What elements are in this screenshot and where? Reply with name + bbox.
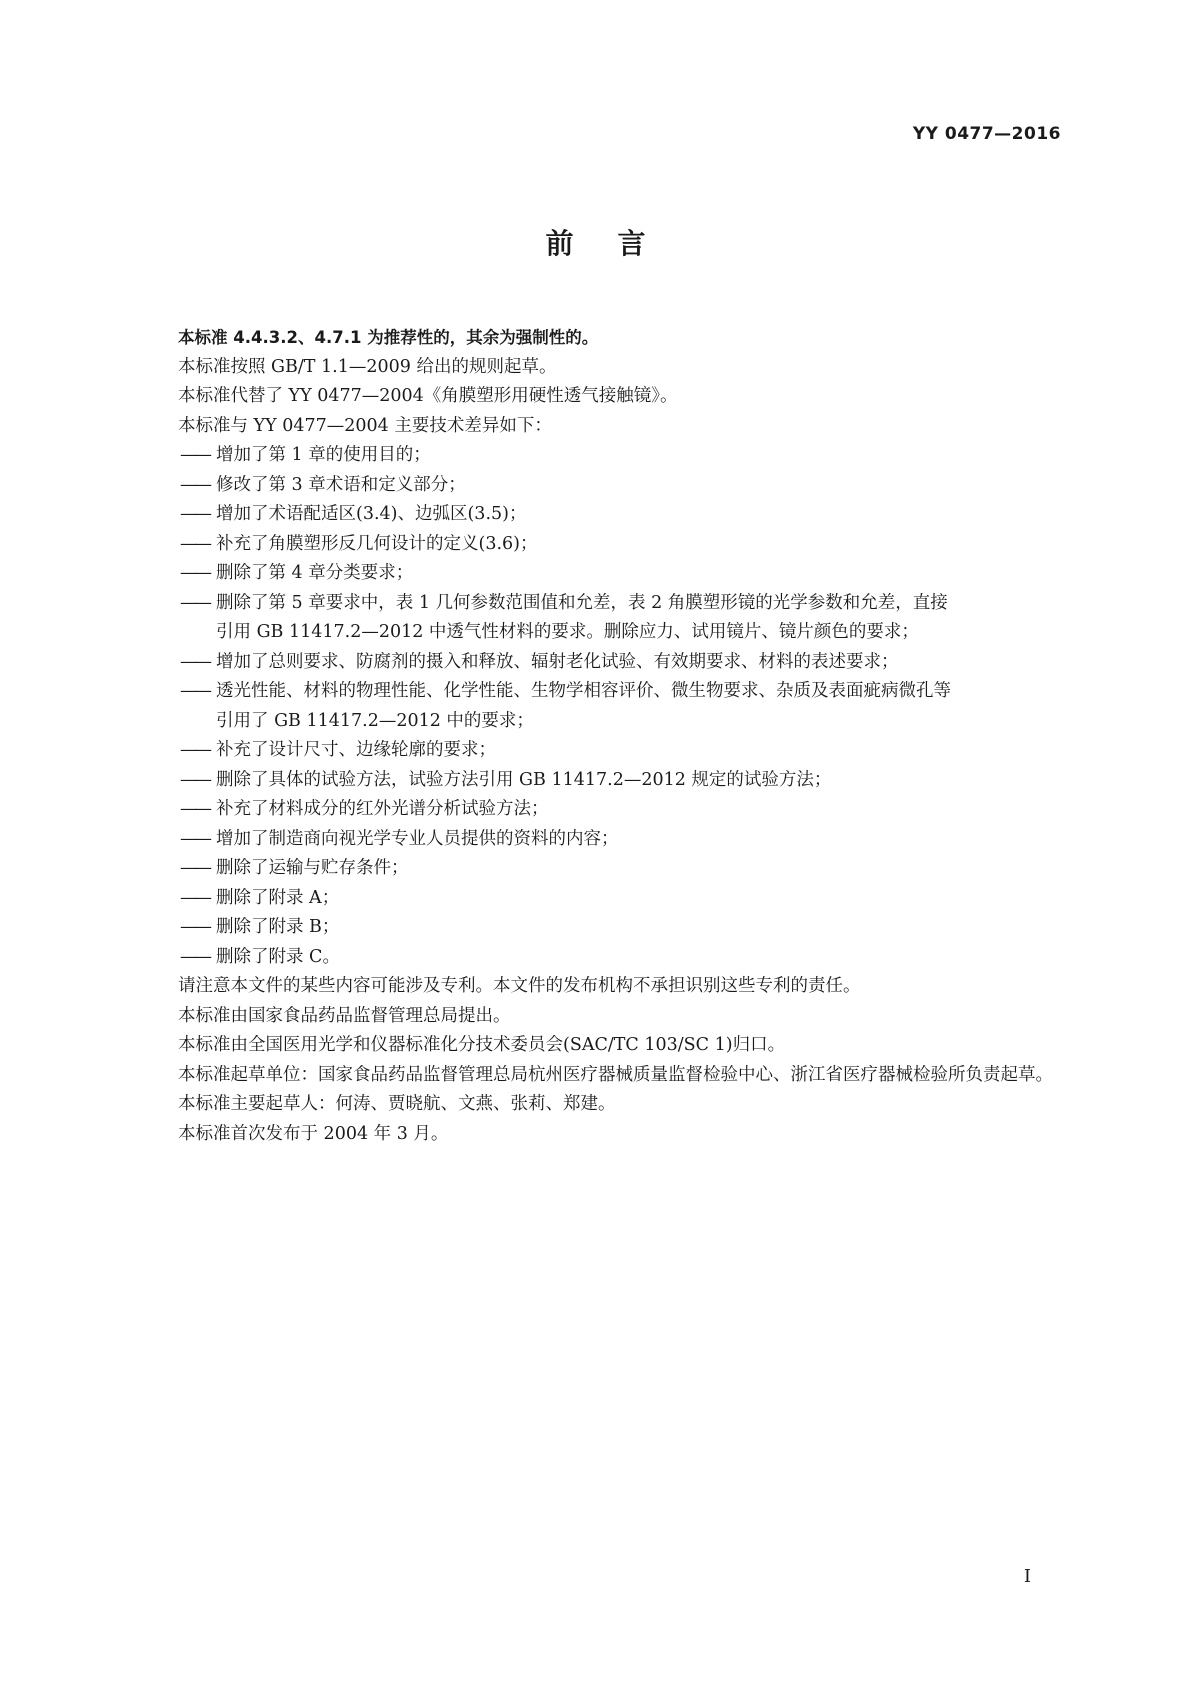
list-dash: —— (180, 887, 209, 908)
list-item: —— 增加了第 1 章的使用目的； (123, 441, 1068, 471)
list-item: —— 补充了材料成分的红外光谱分析试验方法； (123, 795, 1068, 825)
paragraph-recommended-clauses: 本标准 4.4.3.2、4.7.1 为推荐性的，其余为强制性的。 (178, 328, 599, 347)
list-item: —— 删除了第 4 章分类要求； (123, 559, 1068, 589)
paragraph-drafters: 本标准主要起草人：何涛、贾晓航、文燕、张莉、郑建。 (178, 1094, 616, 1114)
page-number: I (1023, 1566, 1031, 1587)
list-dash: —— (180, 799, 209, 819)
paragraph-patent-notice: 请注意本文件的某些内容可能涉及专利。本文件的发布机构不承担识别这些专利的责任。 (178, 976, 861, 996)
list-dash: —— (180, 769, 209, 790)
list-dash: —— (180, 681, 209, 701)
list-dash: —— (180, 563, 209, 583)
list-item: —— 删除了具体的试验方法，试验方法引用 GB 11417.2—2012 规定的试验方法； (123, 766, 1068, 796)
list-dash: —— (180, 474, 209, 495)
list-item: —— 删除了附录 B； (123, 913, 1068, 943)
list-item: —— 删除了运输与贮存条件； (123, 854, 1068, 884)
list-dash: —— (180, 858, 209, 878)
standard-code: YY 0477—2016 (912, 124, 1061, 144)
foreword-body (123, 323, 1068, 1149)
list-dash: —— (180, 504, 209, 524)
list-dash: —— (180, 828, 209, 849)
paragraph-replaces: 本标准代替了 YY 0477—2004《角膜塑形用硬性透气接触镜》。 (178, 386, 678, 406)
list-item: —— 删除了附录 C。 (123, 943, 1068, 973)
list-item: —— 增加了总则要求、防腐剂的摄入和释放、辐射老化试验、有效期要求、材料的表述要求； (123, 648, 1068, 678)
list-item: —— 补充了角膜塑形反几何设计的定义(3.6)； (123, 530, 1068, 560)
paragraph-first-published: 本标准首次发布于 2004 年 3 月。 (178, 1123, 449, 1144)
list-item: —— 增加了术语配适区(3.4)、边弧区(3.5)； (123, 500, 1068, 530)
list-dash: —— (180, 533, 209, 554)
page-title: 前言 (545, 227, 690, 260)
list-dash: —— (180, 651, 209, 672)
paragraph-proposed-by: 本标准由国家食品药品监督管理总局提出。 (178, 1005, 511, 1026)
list-item: —— 修改了第 3 章术语和定义部分； (123, 471, 1068, 501)
list-dash: —— (180, 592, 209, 613)
list-dash: —— (180, 445, 209, 465)
list-dash: —— (180, 740, 209, 760)
paragraph-differences-intro: 本标准与 YY 0477—2004 主要技术差异如下： (178, 415, 552, 436)
list-item: —— 补充了设计尺寸、边缘轮廓的要求； (123, 736, 1068, 766)
paragraph-drafting-rules: 本标准按照 GB/T 1.1—2009 给出的规则起草。 (178, 356, 557, 377)
list-dash: —— (180, 946, 209, 967)
list-item: —— 删除了第 5 章要求中，表 1 几何参数范围值和允差，表 2 角膜塑形镜的光学参数和允差，直接 引用 GB 11417.2—2012 中透气性材料的要求。删除应力、试用镜片、镜片颜色的要求； (123, 589, 1068, 648)
list-dash: —— (180, 917, 209, 937)
differences-list (123, 441, 1068, 972)
list-item: —— 增加了制造商向视光学专业人员提供的资料的内容； (123, 825, 1068, 855)
list-item: —— 删除了附录 A； (123, 884, 1068, 914)
paragraph-drafting-organizations: 本标准起草单位：国家食品药品监督管理总局杭州医疗器械质量监督检验中心、浙江省医疗器械检验所负责起草。 (178, 1064, 1053, 1085)
list-item: —— 透光性能、材料的物理性能、化学性能、生物学相容评价、微生物要求、杂质及表面疵病微孔等 引用了 GB 11417.2—2012 中的要求； (123, 677, 1068, 736)
paragraph-technical-committee: 本标准由全国医用光学和仪器标准化分技术委员会(SAC/TC 103/SC 1)归口。 (178, 1035, 786, 1055)
